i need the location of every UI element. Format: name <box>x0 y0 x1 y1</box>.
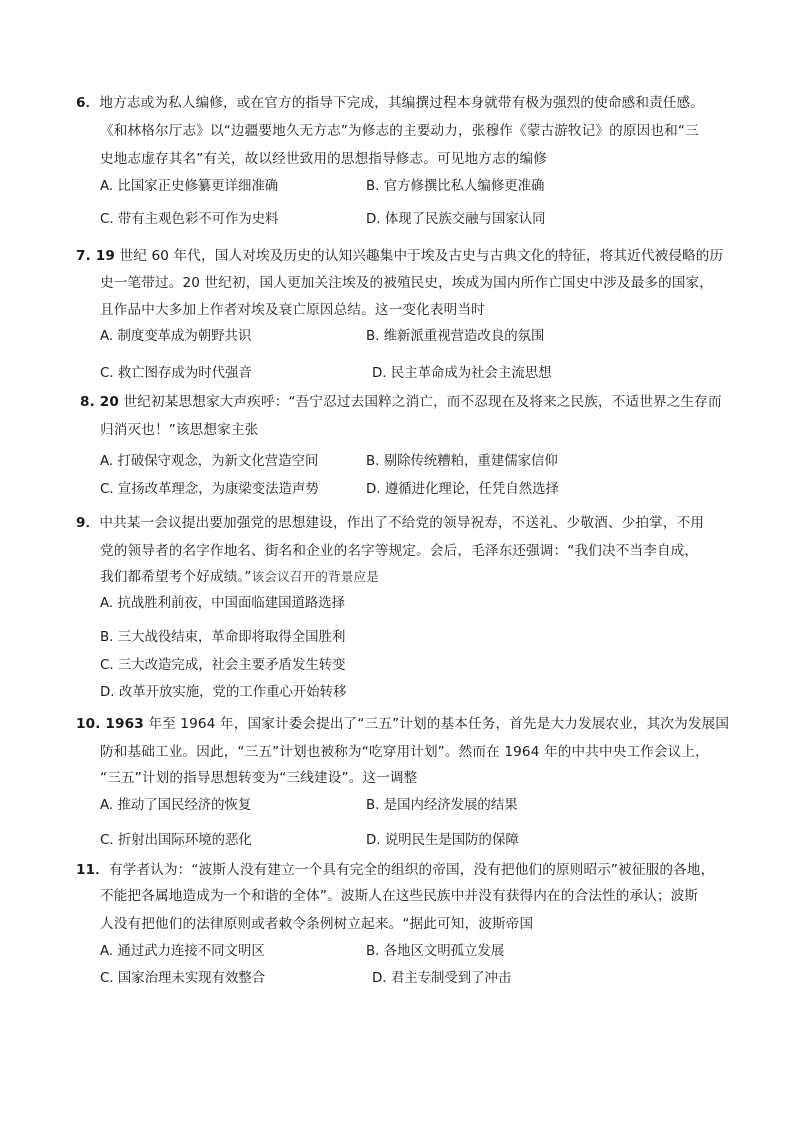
question-8-line-1: 8. 20 世纪初某思想家大声疾呼：“吾宁忍过去国粹之消亡，而不忍现在及将来之民族，不适世界之生存而 <box>80 394 722 410</box>
question-7-option-b[interactable]: B. 维新派重视营造改良的氛围 <box>366 329 545 344</box>
question-7-line-1: 7. 19 世纪 60 年代，国人对埃及历史的认知兴趣集中于埃及古史与古典文化的特征，将其近代被侵略的历 <box>76 248 724 264</box>
question-11-option-c[interactable]: C. 国家治理未实现有效整合 <box>100 971 266 986</box>
question-11-option-a[interactable]: A. 通过武力连接不同文明区 <box>100 944 265 959</box>
question-7-option-d[interactable]: D. 民主革命成为社会主流思想 <box>372 366 552 381</box>
question-10-option-a[interactable]: A. 推动了国民经济的恢复 <box>100 798 252 813</box>
question-11-line-2: 不能把各属地造成为一个和谐的全体”。波斯人在这些民族中并没有获得内在的合法性的承认；波斯 <box>100 888 699 904</box>
question-10-option-b[interactable]: B. 是国内经济发展的结果 <box>366 798 518 813</box>
question-9-line-2: 党的领导者的名字作地名、街名和企业的名字等规定。会后，毛泽东还强调：“我们决不当李自成， <box>100 543 699 559</box>
question-11-line-3: 人没有把他们的法律原则或者敕令条例树立起来。“据此可知，波斯帝国 <box>100 916 534 932</box>
question-7-line-3: 且作品中大多加上作者对埃及衰亡原因总结。这一变化表明当时 <box>100 302 485 318</box>
question-6-option-a[interactable]: A. 比国家正史修纂更详细准确 <box>100 179 279 194</box>
question-7-option-c[interactable]: C. 救亡图存成为时代强音 <box>100 366 252 381</box>
question-9-option-d[interactable]: D. 改革开放实施，党的工作重心开始转移 <box>100 685 347 700</box>
question-8-option-b[interactable]: B. 剔除传统糟粕，重建儒家信仰 <box>366 454 558 469</box>
question-9-option-a[interactable]: A. 抗战胜利前夜，中国面临建国道路选择 <box>100 596 346 611</box>
question-6-number: 6． <box>76 95 100 111</box>
question-8-option-c[interactable]: C. 宣扬改革理念，为康梁变法造声势 <box>100 482 319 497</box>
question-9-line-3: 我们都希望考个好成绩。”该会议召开的背景应是 <box>100 569 380 585</box>
question-6-line-3: 史地志虚存其名”有关，故以经世致用的思想指导修志。可见地方志的编修 <box>100 151 547 167</box>
question-10-number: 10. 1963 <box>76 716 144 732</box>
question-9-number: 9． <box>76 515 100 531</box>
question-6-option-b[interactable]: B. 官方修撰比私人编修更准确 <box>366 179 545 194</box>
question-7-line-2: 史一笔带过。20 世纪初，国人更加关注埃及的被殖民史，埃成为国内所作亡国史中涉及最多的国家， <box>100 275 714 291</box>
question-10-line-2: 防和基础工业。因此，“三五”计划也被称为“吃穿用计划”。然而在 1964 年的中共中央工作会议上， <box>100 744 709 760</box>
question-8-number: 8. 20 <box>80 394 120 410</box>
question-8-option-d[interactable]: D. 遵循进化理论，任凭自然选择 <box>366 482 559 497</box>
question-6-line-2: 《和林格尔厅志》以“边疆要地久无方志”为修志的主要动力，张穆作《蒙古游牧记》的原因也和“三 <box>100 123 699 139</box>
question-9-option-c[interactable]: C. 三大改造完成，社会主要矛盾发生转变 <box>100 658 346 673</box>
question-6-line-1: 6．地方志或为私人编修，或在官方的指导下完成，其编撰过程本身就带有极为强烈的使命感和责任感。 <box>76 95 705 111</box>
question-6-option-d[interactable]: D. 体现了民族交融与国家认同 <box>366 212 546 227</box>
question-10-line-1: 10. 1963 年至 1964 年，国家计委会提出了“三五”计划的基本任务，首先是大力发展农业，其次为发展国 <box>76 716 730 732</box>
question-11-option-d[interactable]: D. 君主专制受到了冲击 <box>372 971 512 986</box>
question-11-number: 11． <box>76 862 109 878</box>
question-11-option-b[interactable]: B. 各地区文明孤立发展 <box>366 944 505 959</box>
question-9-line-1: 9．中共某一会议提出要加强党的思想建设，作出了不给党的领导祝寿，不送礼、少敬酒、少拍掌，不用 <box>76 515 705 531</box>
question-9-option-b[interactable]: B. 三大战役结束，革命即将取得全国胜利 <box>100 630 346 645</box>
question-10-option-c[interactable]: C. 折射出国际环境的恶化 <box>100 833 252 848</box>
question-10-option-d[interactable]: D. 说明民生是国防的保障 <box>366 833 519 848</box>
question-11-line-1: 11．有学者认为：“波斯人没有建立一个具有完全的组织的帝国，没有把他们的原则昭示”被征服的各地， <box>76 862 715 878</box>
question-6-option-c[interactable]: C. 带有主观色彩不可作为史料 <box>100 212 279 227</box>
question-8-option-a[interactable]: A. 打破保守观念，为新文化营造空间 <box>100 454 319 469</box>
question-7-number: 7. 19 <box>76 248 116 264</box>
question-8-line-2: 归消灭也！”该思想家主张 <box>100 422 259 438</box>
question-10-line-3: “三五”计划的指导思想转变为“三线建设”。这一调整 <box>100 770 418 786</box>
question-7-option-a[interactable]: A. 制度变革成为朝野共识 <box>100 329 252 344</box>
